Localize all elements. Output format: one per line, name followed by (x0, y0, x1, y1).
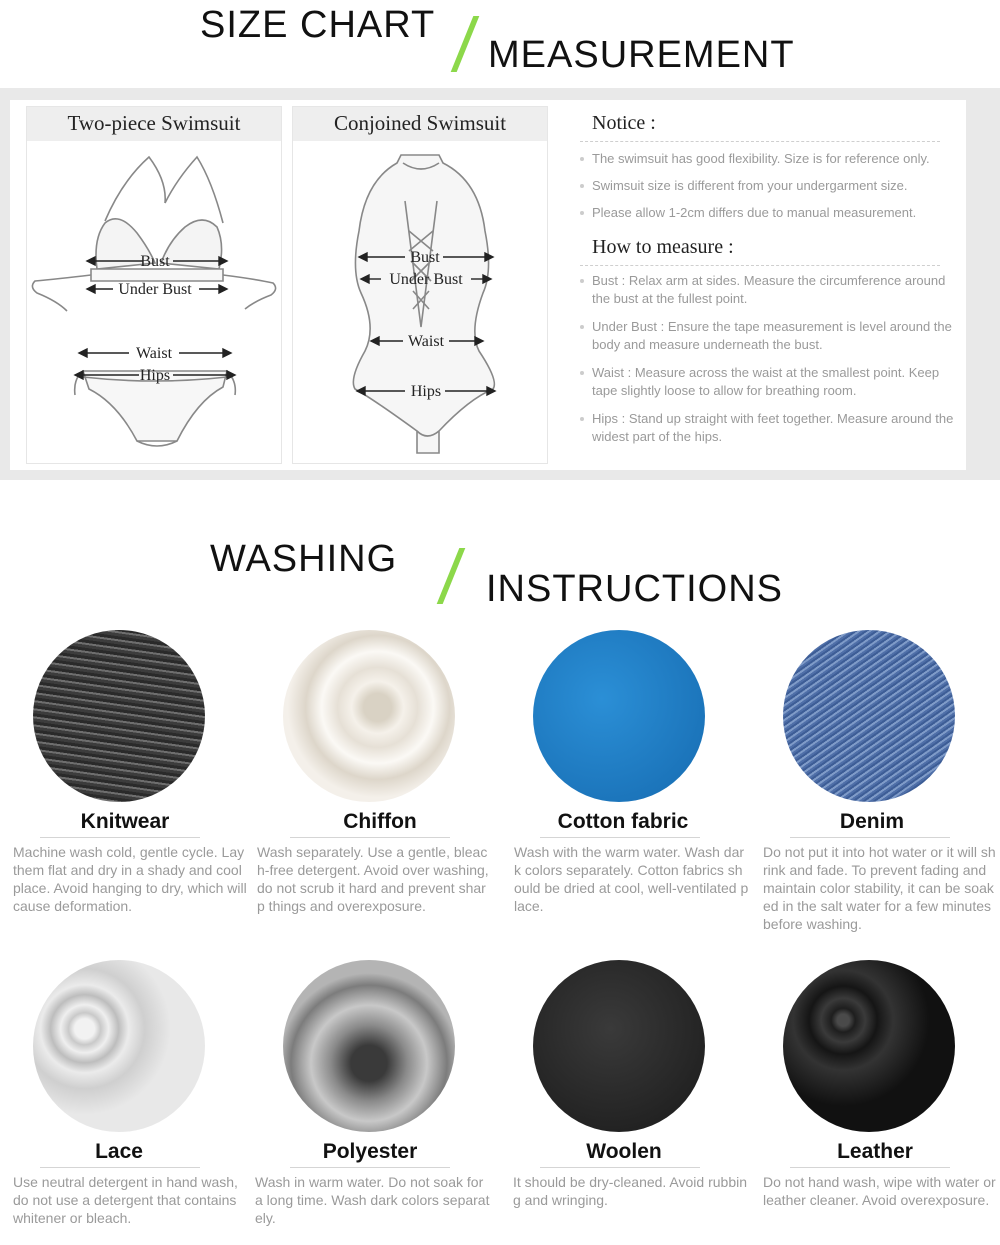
fabric-name: Denim (839, 810, 905, 833)
fabric-name: Lace (95, 1140, 143, 1163)
instructions-heading: INSTRUCTIONS (486, 568, 783, 610)
two-piece-bust-label: Bust (140, 253, 170, 270)
notice-item: Swimsuit size is different from your undergarment size. (580, 177, 965, 195)
how-to-measure-list (580, 272, 965, 446)
size-chart-heading: SIZE CHART (200, 4, 436, 46)
lace-swatch-icon (33, 960, 205, 1132)
notice-title: Notice : (580, 112, 940, 142)
fabric-divider (290, 1167, 450, 1168)
how-to-measure-title: How to measure : (580, 236, 940, 266)
fabric-description: Do not put it into hot water or it will shrink and fade. To prevent fading and maintain color stability, it can be soaked in the salt water for a few minutes before washing. (763, 844, 996, 932)
washing-slash-icon (437, 548, 466, 604)
how-to-item: Under Bust : Ensure the tape measurement is level around the body and measure underneath the bust. (580, 318, 965, 354)
denim-swatch-icon (783, 630, 955, 802)
heading-slash-icon (451, 16, 480, 72)
measurement-heading: MEASUREMENT (488, 34, 795, 76)
polyester-swatch-icon (283, 960, 455, 1132)
two-piece-underbust-label: Under Bust (118, 281, 192, 298)
two-piece-card (26, 106, 282, 464)
fabric-divider (540, 1167, 700, 1168)
how-to-item: Bust : Relax arm at sides. Measure the circumference around the bust at the fullest point. (580, 272, 965, 308)
fabric-description: Do not hand wash, wipe with water or leather cleaner. Avoid overexposure. (763, 1174, 996, 1208)
fabric-name: Chiffon (343, 810, 417, 833)
fabric-divider (40, 837, 200, 838)
fabric-divider (540, 837, 700, 838)
fabric-description: Wash with the warm water. Wash dark colors separately. Cotton fabrics should be dried at cool, well-ventilated place. (514, 844, 749, 914)
two-piece-title: Two-piece Swimsuit (27, 107, 281, 141)
notice-item: Please allow 1-2cm differs due to manual measurement. (580, 204, 965, 222)
size-chart-inner (10, 100, 966, 470)
woolen-swatch-icon (533, 960, 705, 1132)
conjoined-title: Conjoined Swimsuit (293, 107, 547, 141)
fabric-description: It should be dry-cleaned. Avoid rubbing and wringing. (513, 1174, 748, 1208)
conjoined-waist-label: Waist (407, 333, 445, 350)
two-piece-waist-label: Waist (135, 345, 173, 362)
leather-swatch-icon (783, 960, 955, 1132)
conjoined-bust-label: Bust (410, 249, 440, 266)
fabric-name: Polyester (322, 1140, 418, 1163)
notice-list (580, 150, 965, 222)
fabric-divider (40, 1167, 200, 1168)
fabric-divider (790, 837, 950, 838)
fabric-name: Cotton fabric (557, 810, 689, 833)
fabric-name: Leather (837, 1140, 913, 1163)
fabric-description: Wash separately. Use a gentle, bleach-free detergent. Avoid over washing, do not scrub it hard and prevent sharp things and overexposure. (257, 844, 489, 914)
fabric-divider (790, 1167, 950, 1168)
how-to-item: Waist : Measure across the waist at the smallest point. Keep tape slightly loose to allow for breathing room. (580, 364, 965, 400)
two-piece-diagram (27, 141, 281, 463)
size-chart-panel (0, 88, 1000, 480)
fabric-name: Knitwear (80, 810, 170, 833)
conjoined-hips-label: Hips (410, 383, 442, 400)
washing-heading: WASHING (210, 538, 398, 580)
fabric-description: Use neutral detergent in hand wash, do not use a detergent that contains whitener or bleach. (13, 1174, 238, 1226)
two-piece-hips-label: Hips (139, 367, 171, 384)
conjoined-diagram (293, 141, 547, 463)
fabric-name: Woolen (586, 1140, 662, 1163)
knitwear-swatch-icon (33, 630, 205, 802)
notice-area (580, 112, 965, 446)
fabric-description: Wash in warm water. Do not soak for a long time. Wash dark colors separately. (255, 1174, 490, 1226)
chiffon-swatch-icon (283, 630, 455, 802)
fabric-description: Machine wash cold, gentle cycle. Lay them flat and dry in a shady and cool place. Avoid hanging to dry, which will cause deformation. (13, 844, 247, 914)
notice-item: The swimsuit has good flexibility. Size is for reference only. (580, 150, 965, 168)
conjoined-underbust-label: Under Bust (389, 271, 463, 288)
fabric-divider (290, 837, 450, 838)
how-to-item: Hips : Stand up straight with feet together. Measure around the widest part of the hips. (580, 410, 965, 446)
conjoined-card (292, 106, 548, 464)
cotton-swatch-icon (533, 630, 705, 802)
